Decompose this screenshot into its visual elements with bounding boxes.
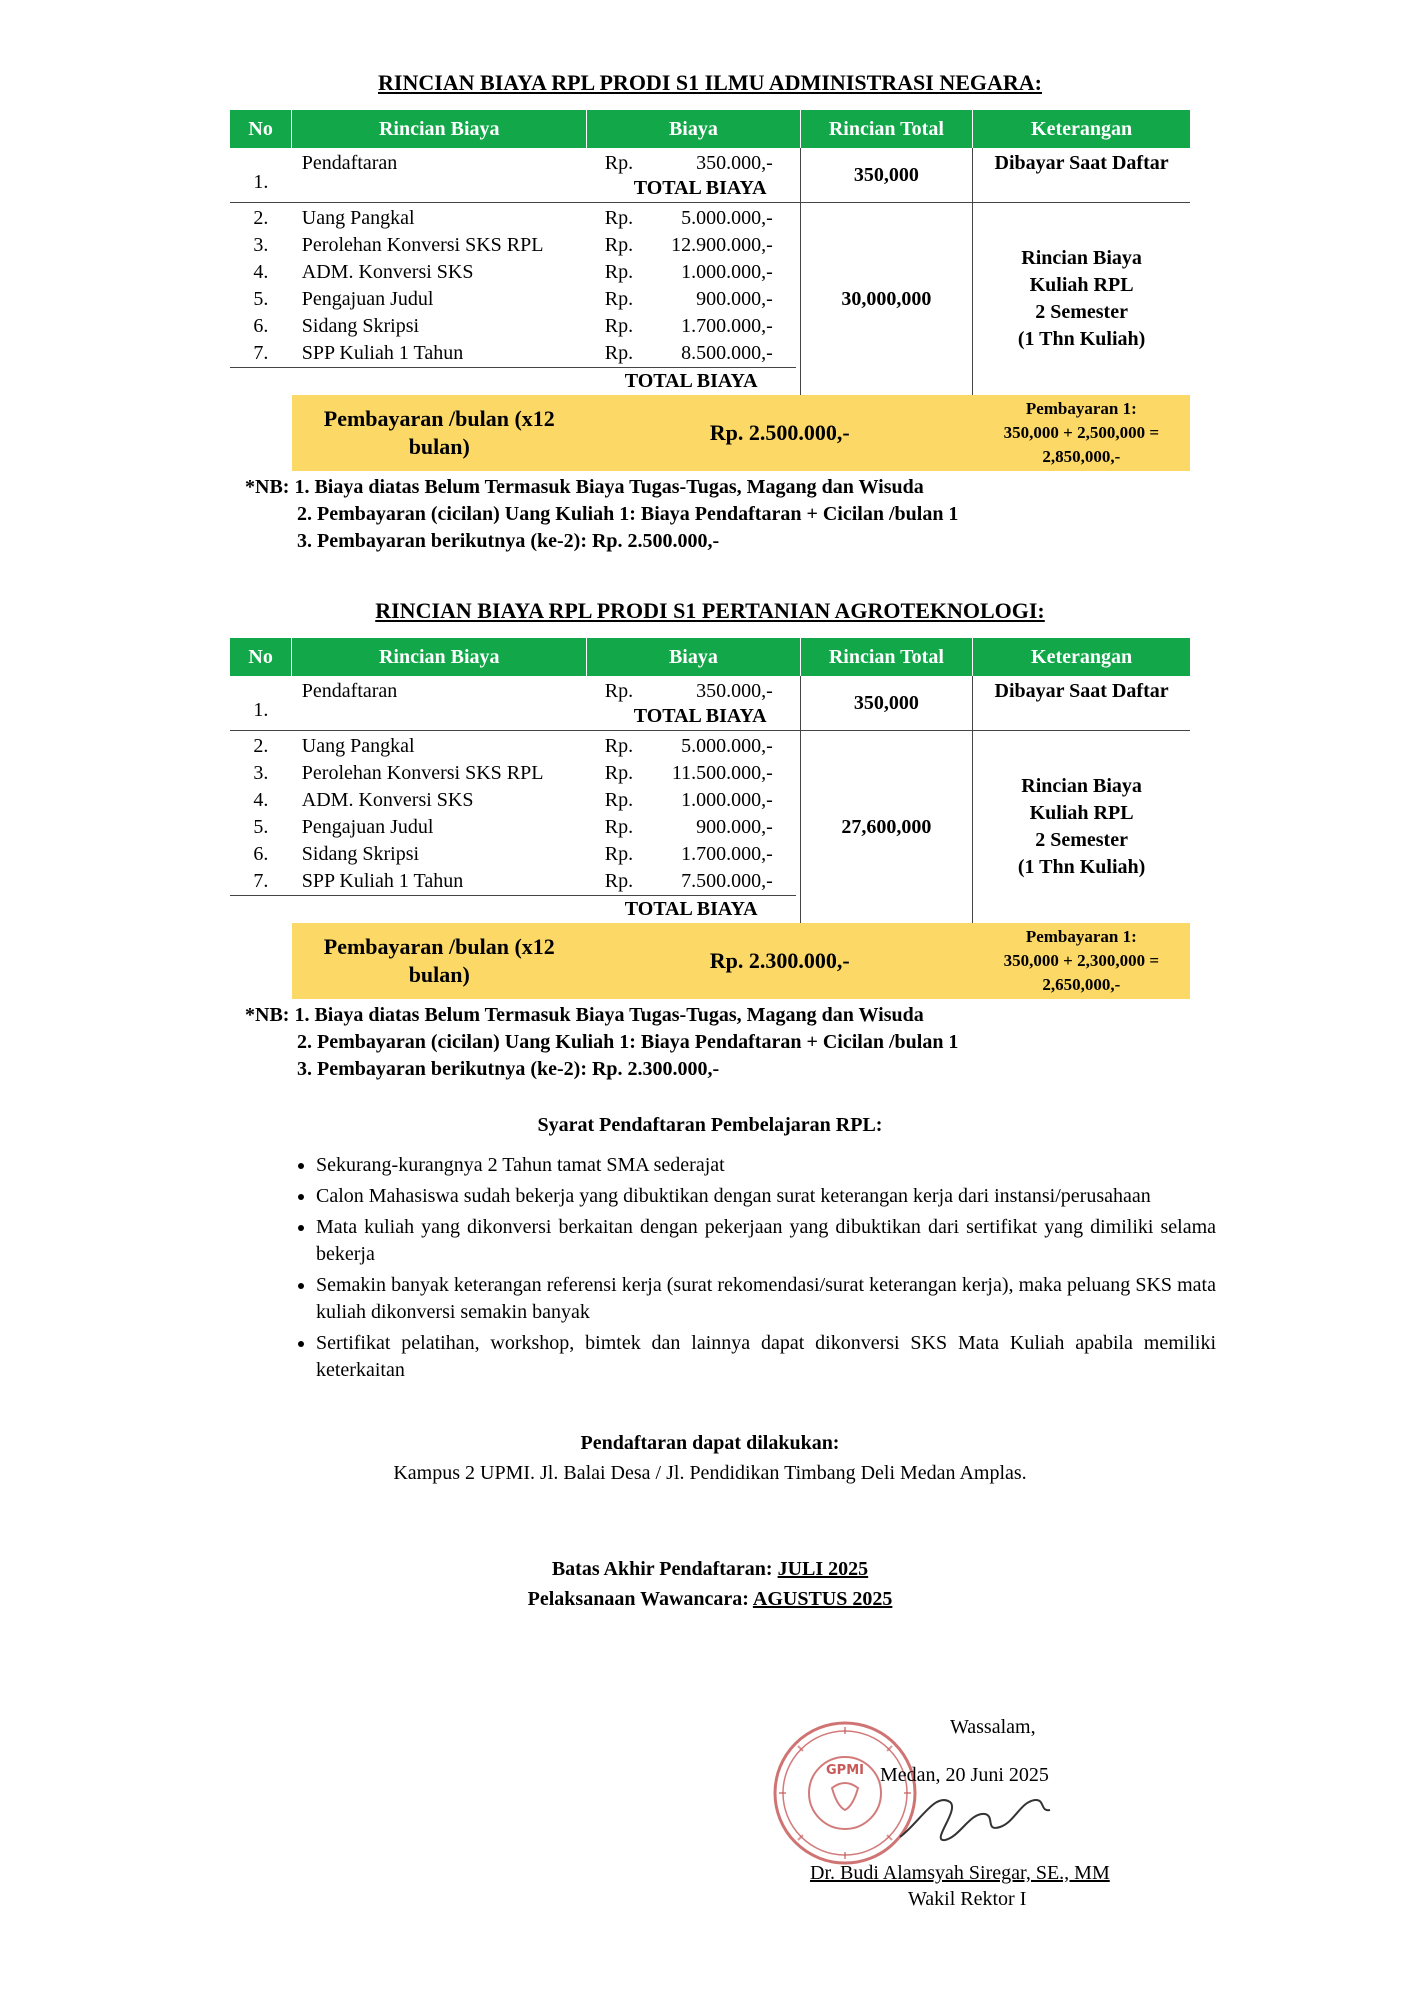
reg-item: Pendaftaran bbox=[292, 676, 587, 731]
registration-address: Kampus 2 UPMI. Jl. Balai Desa / Jl. Pendidikan Timbang Deli Medan Amplas. bbox=[393, 1462, 1027, 1484]
rp-label: Rp. bbox=[604, 843, 634, 865]
rp-label: Rp. bbox=[604, 288, 634, 310]
item-name: ADM. Konversi SKS bbox=[301, 261, 474, 283]
reg-ket: Dibayar Saat Daftar bbox=[973, 676, 1190, 731]
rp-label: Rp. bbox=[604, 870, 634, 892]
payment-note-line: 350,000 + 2,500,000 = bbox=[1003, 423, 1160, 442]
item-amount: 12.900.000,- bbox=[671, 234, 773, 256]
header-biaya: Biaya bbox=[587, 110, 800, 148]
list-item: • Sekurang-kurangnya 2 Tahun tamat SMA sederajat bbox=[316, 1152, 1216, 1179]
payment-note-line: Pembayaran 1: bbox=[1025, 399, 1137, 418]
items-row bbox=[230, 731, 1190, 924]
section2-notes bbox=[245, 1002, 958, 1083]
registration-row bbox=[230, 676, 1190, 731]
reg-total-label: TOTAL BIAYA bbox=[633, 705, 767, 727]
table-header-row bbox=[230, 110, 1190, 148]
header-no: No bbox=[230, 638, 292, 676]
deadline-label: Batas Akhir Pendaftaran: bbox=[551, 1558, 773, 1580]
deadline-value: JULI 2025 bbox=[777, 1558, 869, 1580]
rp-label: Rp. bbox=[604, 735, 634, 757]
item-no: 2. bbox=[253, 735, 269, 757]
item-no: 4. bbox=[253, 789, 269, 811]
item-no: 5. bbox=[253, 288, 269, 310]
rp-label: Rp. bbox=[604, 762, 634, 784]
reg-no: 1. bbox=[230, 148, 292, 203]
item-no: 5. bbox=[253, 816, 269, 838]
item-name: SPP Kuliah 1 Tahun bbox=[301, 870, 464, 892]
ket-line: 2 Semester bbox=[1035, 829, 1128, 851]
note-line: 2. Pembayaran (cicilan) Uang Kuliah 1: Biaya Pendaftaran + Cicilan /bulan 1 bbox=[297, 1031, 959, 1053]
reg-no: 1. bbox=[230, 676, 292, 731]
items-total: 30,000,000 bbox=[800, 203, 973, 396]
item-amount: 900.000,- bbox=[696, 288, 773, 310]
item-names bbox=[292, 203, 587, 396]
reg-cost bbox=[587, 148, 800, 203]
list-item: • Mata kuliah yang dikonversi berkaitan dengan pekerjaan yang dibuktikan dari sertifikat yang dimiliki selama bekerja bbox=[316, 1214, 1216, 1268]
registration-row bbox=[230, 148, 1190, 203]
list-item: • Sertifikat pelatihan, workshop, bimtek dan lainnya dapat dikonversi SKS Mata Kuliah apabila memiliki keterkaitan bbox=[316, 1330, 1216, 1384]
note-line: 3. Pembayaran berikutnya (ke-2): Rp. 2.500.000,- bbox=[297, 530, 720, 552]
item-amount: 1.000.000,- bbox=[681, 261, 773, 283]
list-item: • Calon Mahasiswa sudah bekerja yang dibuktikan dengan surat keterangan kerja dari instansi/perusahaan bbox=[316, 1183, 1216, 1210]
note-line: *NB: 1. Biaya diatas Belum Termasuk Biaya Tugas-Tugas, Magang dan Wisuda bbox=[245, 1004, 924, 1026]
note-line: 2. Pembayaran (cicilan) Uang Kuliah 1: Biaya Pendaftaran + Cicilan /bulan 1 bbox=[297, 503, 959, 525]
header-rincian-total: Rincian Total bbox=[800, 110, 973, 148]
reg-amount: 350.000,- bbox=[696, 152, 773, 174]
item-costs bbox=[587, 203, 800, 396]
section1-title: RINCIAN BIAYA RPL PRODI S1 ILMU ADMINISTRASI NEGARA: bbox=[378, 70, 1042, 95]
reg-cost bbox=[587, 676, 800, 731]
list-item: • Semakin banyak keterangan referensi kerja (surat rekomendasi/surat keterangan kerja), maka peluang SKS mata kuliah dikonversi semakin banyak bbox=[316, 1272, 1216, 1326]
rp-label: Rp. bbox=[604, 680, 634, 702]
payment-label: Pembayaran /bulan (x12 bulan) bbox=[292, 923, 587, 999]
payment-note-line: 2,850,000,- bbox=[1042, 447, 1121, 466]
item-amount: 5.000.000,- bbox=[681, 735, 773, 757]
item-no: 2. bbox=[253, 207, 269, 229]
signature-icon bbox=[890, 1782, 1060, 1852]
reg-ket: Dibayar Saat Daftar bbox=[973, 148, 1190, 203]
items-total: 27,600,000 bbox=[800, 731, 973, 924]
item-amount: 1.700.000,- bbox=[681, 843, 773, 865]
table-header-row bbox=[230, 638, 1190, 676]
payment-row bbox=[230, 923, 1190, 999]
reg-total: 350,000 bbox=[800, 148, 973, 203]
deadline-line bbox=[230, 1558, 1190, 1581]
ket-line: Kuliah RPL bbox=[1029, 274, 1134, 296]
payment-note bbox=[973, 395, 1190, 471]
signatory-position: Wakil Rektor I bbox=[908, 1888, 1027, 1910]
item-name: Pengajuan Judul bbox=[301, 288, 434, 310]
items-total-label: TOTAL BIAYA bbox=[587, 367, 796, 395]
interview-value: AGUSTUS 2025 bbox=[752, 1588, 893, 1610]
rp-label: Rp. bbox=[604, 789, 634, 811]
payment-row bbox=[230, 395, 1190, 471]
header-rincian-total: Rincian Total bbox=[800, 638, 973, 676]
payment-amount: Rp. 2.300.000,- bbox=[587, 923, 973, 999]
rp-label: Rp. bbox=[604, 207, 634, 229]
ket-line: Rincian Biaya bbox=[1021, 247, 1142, 269]
note-line: *NB: 1. Biaya diatas Belum Termasuk Biaya Tugas-Tugas, Magang dan Wisuda bbox=[245, 476, 924, 498]
header-rincian-biaya: Rincian Biaya bbox=[292, 638, 587, 676]
interview-label: Pelaksanaan Wawancara: bbox=[527, 1588, 749, 1610]
rp-label: Rp. bbox=[604, 342, 634, 364]
interview-line bbox=[230, 1588, 1190, 1611]
item-no: 6. bbox=[253, 843, 269, 865]
payment-note bbox=[973, 923, 1190, 999]
closing-place-date: Medan, 20 Juni 2025 bbox=[880, 1764, 1049, 1786]
stamp-text: GPMI bbox=[826, 1763, 864, 1778]
item-numbers bbox=[230, 203, 292, 396]
item-names bbox=[292, 731, 587, 924]
payment-note-line: 2,650,000,- bbox=[1042, 975, 1121, 994]
reg-item: Pendaftaran bbox=[292, 148, 587, 203]
payment-note-line: 350,000 + 2,300,000 = bbox=[1003, 951, 1160, 970]
items-ket bbox=[973, 203, 1190, 396]
item-name: Sidang Skripsi bbox=[301, 843, 420, 865]
header-keterangan: Keterangan bbox=[973, 638, 1190, 676]
items-total-label: TOTAL BIAYA bbox=[587, 895, 796, 923]
item-no: 3. bbox=[253, 762, 269, 784]
item-no: 7. bbox=[253, 342, 269, 364]
item-no: 7. bbox=[253, 870, 269, 892]
section2-title: RINCIAN BIAYA RPL PRODI S1 PERTANIAN AGROTEKNOLOGI: bbox=[375, 598, 1045, 623]
item-no: 6. bbox=[253, 315, 269, 337]
header-keterangan: Keterangan bbox=[973, 110, 1190, 148]
registration-title: Pendaftaran dapat dilakukan: bbox=[580, 1432, 840, 1454]
payment-note-line: Pembayaran 1: bbox=[1025, 927, 1137, 946]
item-amount: 8.500.000,- bbox=[681, 342, 773, 364]
items-row bbox=[230, 203, 1190, 396]
reg-total: 350,000 bbox=[800, 676, 973, 731]
payment-label: Pembayaran /bulan (x12 bulan) bbox=[292, 395, 587, 471]
item-amount: 11.500.000,- bbox=[671, 762, 773, 784]
item-name: ADM. Konversi SKS bbox=[301, 789, 474, 811]
ket-line: (1 Thn Kuliah) bbox=[1017, 856, 1146, 878]
item-name: Uang Pangkal bbox=[301, 207, 415, 229]
ket-line: Rincian Biaya bbox=[1021, 775, 1142, 797]
closing-greeting: Wassalam, bbox=[950, 1716, 1036, 1738]
signatory-name: Dr. Budi Alamsyah Siregar, SE., MM bbox=[810, 1862, 1110, 1884]
reg-amount: 350.000,- bbox=[696, 680, 773, 702]
item-amount: 7.500.000,- bbox=[681, 870, 773, 892]
ket-line: 2 Semester bbox=[1035, 301, 1128, 323]
payment-amount: Rp. 2.500.000,- bbox=[587, 395, 973, 471]
item-numbers bbox=[230, 731, 292, 924]
item-name: Perolehan Konversi SKS RPL bbox=[301, 234, 544, 256]
section1-fee-table bbox=[230, 110, 1190, 471]
item-name: Uang Pangkal bbox=[301, 735, 415, 757]
items-ket bbox=[973, 731, 1190, 924]
rp-label: Rp. bbox=[604, 261, 634, 283]
rp-label: Rp. bbox=[604, 816, 634, 838]
note-line: 3. Pembayaran berikutnya (ke-2): Rp. 2.300.000,- bbox=[297, 1058, 720, 1080]
item-name: Perolehan Konversi SKS RPL bbox=[301, 762, 544, 784]
section1-notes bbox=[245, 474, 958, 555]
requirements-list bbox=[280, 1152, 1216, 1388]
rp-label: Rp. bbox=[604, 152, 634, 174]
item-name: Pengajuan Judul bbox=[301, 816, 434, 838]
item-amount: 5.000.000,- bbox=[681, 207, 773, 229]
item-amount: 1.000.000,- bbox=[681, 789, 773, 811]
item-name: Sidang Skripsi bbox=[301, 315, 420, 337]
section2-fee-table bbox=[230, 638, 1190, 999]
ket-line: Kuliah RPL bbox=[1029, 802, 1134, 824]
ket-line: (1 Thn Kuliah) bbox=[1017, 328, 1146, 350]
item-costs bbox=[587, 731, 800, 924]
header-biaya: Biaya bbox=[587, 638, 800, 676]
rp-label: Rp. bbox=[604, 315, 634, 337]
requirements-title: Syarat Pendaftaran Pembelajaran RPL: bbox=[537, 1114, 883, 1136]
item-name: SPP Kuliah 1 Tahun bbox=[301, 342, 464, 364]
item-amount: 900.000,- bbox=[696, 816, 773, 838]
item-amount: 1.700.000,- bbox=[681, 315, 773, 337]
header-rincian-biaya: Rincian Biaya bbox=[292, 110, 587, 148]
rp-label: Rp. bbox=[604, 234, 634, 256]
item-no: 4. bbox=[253, 261, 269, 283]
header-no: No bbox=[230, 110, 292, 148]
item-no: 3. bbox=[253, 234, 269, 256]
reg-total-label: TOTAL BIAYA bbox=[633, 177, 767, 199]
